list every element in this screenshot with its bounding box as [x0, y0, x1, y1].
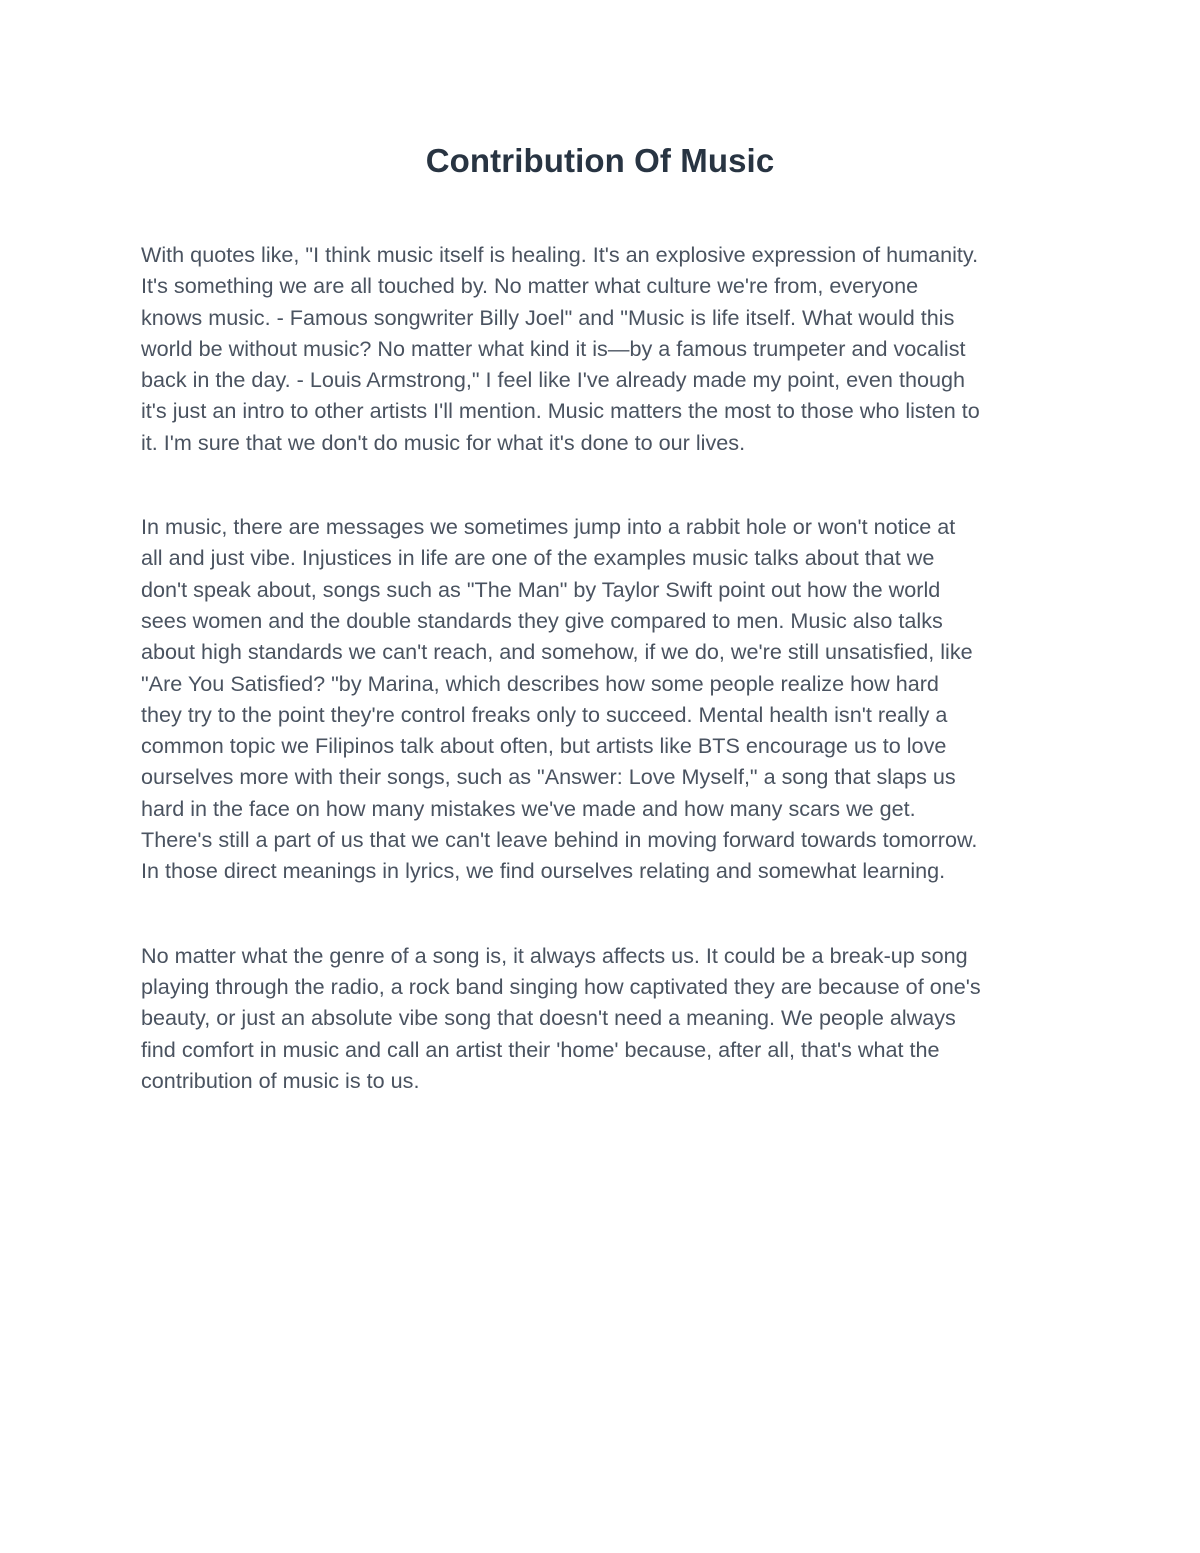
paragraph-line: playing through the radio, a rock band singing how captivated they are because of one's	[141, 973, 981, 999]
paragraph-line: find comfort in music and call an artist their 'home' because, after all, that's what the	[141, 1036, 940, 1062]
paragraph-line: sees women and the double standards they give compared to men. Music also talks	[141, 607, 943, 633]
paragraph-line: contribution of music is to us.	[141, 1067, 420, 1093]
document-title: Contribution Of Music	[425, 142, 775, 179]
paragraph-line: In music, there are messages we sometimes jump into a rabbit hole or won't notice at	[141, 514, 956, 540]
document-body	[141, 239, 1066, 1149]
paragraph-3	[141, 940, 1066, 1096]
paragraph-line: With quotes like, "I think music itself is healing. It's an explosive expression of humanity.	[141, 242, 979, 267]
paragraph-line: all and just vibe. Injustices in life are one of the examples music talks about that we	[141, 545, 935, 571]
paragraph-1	[141, 239, 1066, 458]
paragraph-line: about high standards we can't reach, and somehow, if we do, we're still unsatisfied, like	[141, 639, 973, 665]
paragraph-line: it's just an intro to other artists I'll mention. Music matters the most to those who listen to	[141, 398, 980, 424]
paragraph-line: hard in the face on how many mistakes we've made and how many scars we get.	[141, 795, 916, 821]
paragraph-line: it. I'm sure that we don't do music for what it's done to our lives.	[141, 429, 746, 455]
paragraph-line: There's still a part of us that we can't leave behind in moving forward towards tomorrow.	[141, 827, 978, 853]
paragraph-line: It's something we are all touched by. No matter what culture we're from, everyone	[141, 273, 919, 299]
paragraph-line: back in the day. - Louis Armstrong," I feel like I've already made my point, even though	[141, 367, 965, 393]
paragraph-line: common topic we Filipinos talk about often, but artists like BTS encourage us to love	[141, 733, 947, 759]
paragraph-line: In those direct meanings in lyrics, we find ourselves relating and somewhat learning.	[141, 858, 946, 884]
paragraph-line: beauty, or just an absolute vibe song that doesn't need a meaning. We people always	[141, 1005, 956, 1031]
paragraph-line: No matter what the genre of a song is, it always affects us. It could be a break-up song	[141, 942, 968, 968]
paragraph-line: don't speak about, songs such as "The Man" by Taylor Swift point out how the world	[141, 576, 941, 602]
paragraph-line: "Are You Satisfied? "by Marina, which describes how some people realize how hard	[141, 670, 939, 696]
paragraph-line: world be without music? No matter what kind it is—by a famous trumpeter and vocalist	[141, 335, 966, 361]
paragraph-2	[141, 511, 1066, 887]
paragraph-line: they try to the point they're control freaks only to succeed. Mental health isn't really a	[141, 701, 948, 727]
paragraph-line: knows music. - Famous songwriter Billy Joel" and "Music is life itself. What would this	[141, 304, 955, 330]
paragraph-line: ourselves more with their songs, such as "Answer: Love Myself," a song that slaps us	[141, 764, 956, 790]
